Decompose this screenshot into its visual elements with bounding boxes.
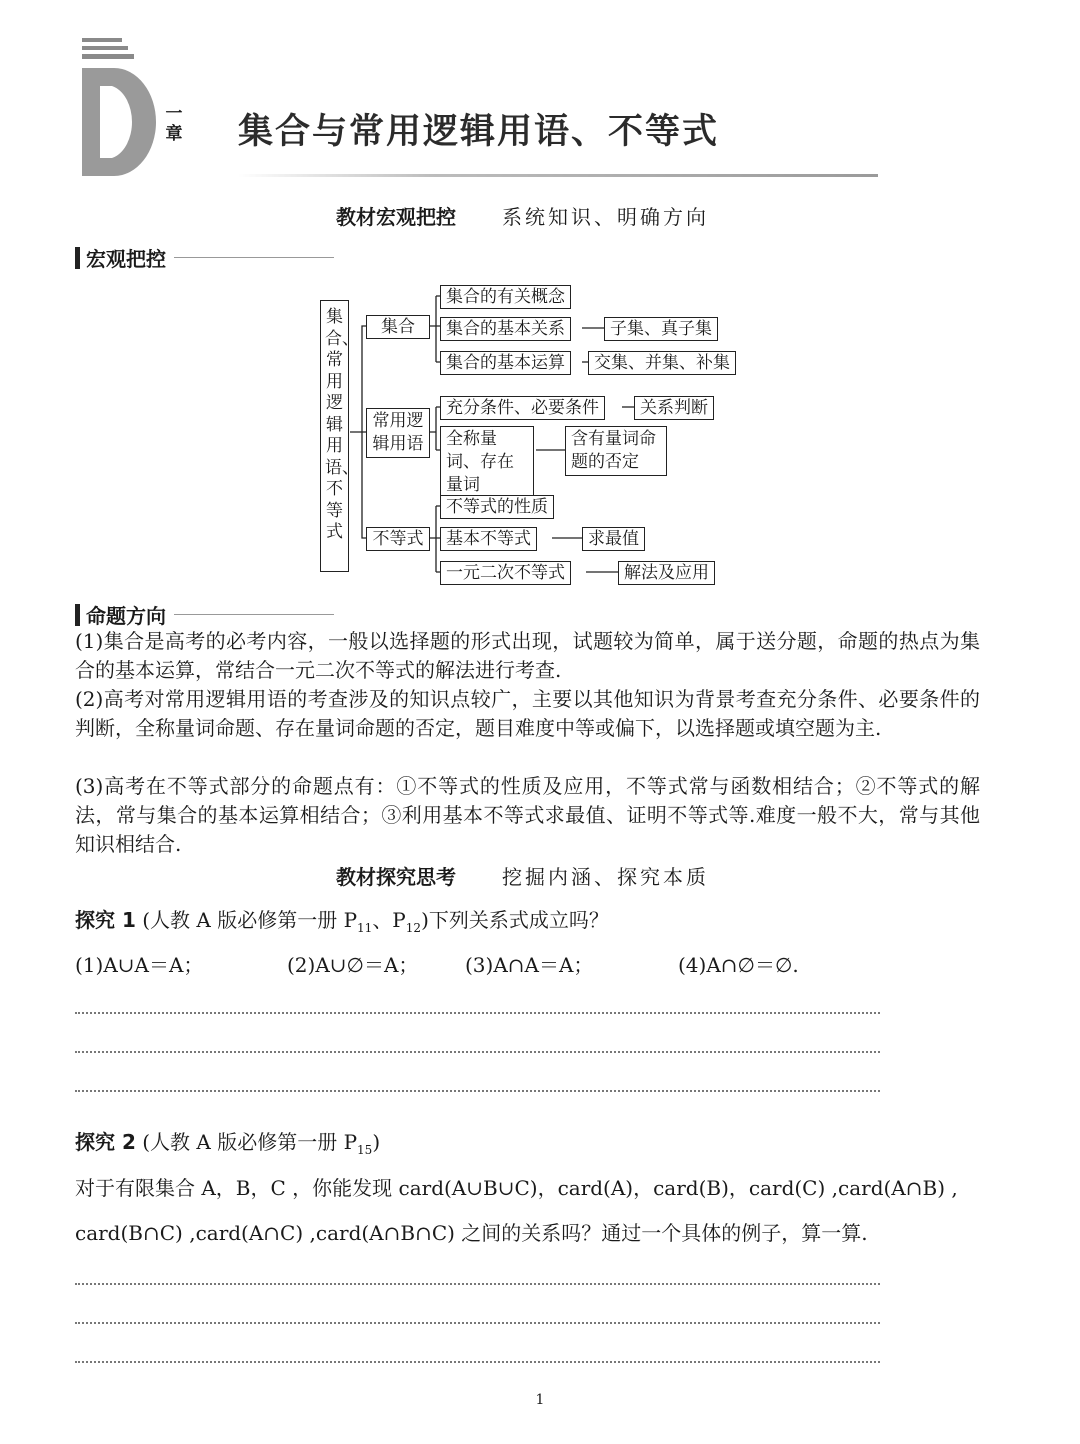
mindmap-node: 一元二次不等式 (440, 561, 571, 585)
task-question: )下列关系式成立吗？ (421, 908, 609, 932)
section-heading-2 (336, 861, 709, 890)
task-1-item-4: (4)A∩∅＝∅. (678, 953, 799, 977)
mindmap-branch-inequality: 不等式 (366, 527, 430, 551)
task-1-item-1: (1)A∪A＝A； (75, 953, 204, 977)
chapter-label: 一章 (165, 104, 183, 144)
subsection-title: 宏观把控 (86, 247, 166, 271)
page-sub: 12 (405, 921, 422, 935)
subsection-title: 命题方向 (86, 604, 166, 628)
mindmap-node: 含有量词命题的否定 (565, 426, 667, 476)
mindmap-node: 集合的有关概念 (440, 285, 571, 309)
answer-line (75, 1361, 880, 1363)
chapter-logo-icon (78, 36, 158, 178)
mindmap-node: 不等式的性质 (440, 495, 554, 519)
heading-rule (174, 614, 334, 615)
mindmap-root: 集合、常用逻辑用语、不等式 (320, 300, 349, 572)
task-label: 探究 2 (75, 1130, 136, 1154)
answer-line (75, 1051, 880, 1053)
mindmap-branch-set: 集合 (366, 315, 430, 339)
section-title: 教材探究思考 (336, 865, 456, 889)
mindmap-node: 子集、真子集 (604, 317, 718, 341)
answer-line (75, 1322, 880, 1324)
paragraph-2: (2)高考对常用逻辑用语的考查涉及的知识点较广，主要以其他知识为背景考查充分条件、必要条件的判断，全称量词命题、存在量词命题的否定，题目难度中等或偏下，以选择题或填空题为主. (75, 687, 980, 740)
subsection-heading-hongguan (75, 243, 334, 272)
task-source: (人教 A 版必修第一册 P (142, 1130, 358, 1154)
task-source: (人教 A 版必修第一册 P (142, 908, 358, 932)
task-source-end: ) (372, 1130, 381, 1154)
mind-map (300, 280, 760, 590)
task-1-heading (75, 904, 609, 935)
heading-bar (75, 604, 80, 626)
paragraph-3: (3)高考在不等式部分的命题点有：①不等式的性质及应用，不等式常与函数相结合；②不等式的解法，常与集合的基本运算相结合；③利用基本不等式求最值、证明不等式等.难度一般不大，常与其他知识相结合. (75, 774, 980, 856)
section-subtitle: 系统知识、明确方向 (502, 205, 709, 229)
answer-line (75, 1283, 880, 1285)
answer-line (75, 1090, 880, 1092)
task-label: 探究 1 (75, 908, 136, 932)
task-2-line-2: card(B∩C) ,card(A∩C) ,card(A∩B∩C) 之间的关系吗？通过一个具体的例子，算一算. (75, 1221, 868, 1245)
page-number: 1 (535, 1392, 545, 1408)
mindmap-node: 基本不等式 (440, 527, 537, 551)
mindmap-node: 求最值 (582, 527, 645, 551)
section-heading-1 (336, 201, 709, 230)
section-title: 教材宏观把控 (336, 205, 456, 229)
task-1-item-3: (3)A∩A＝A； (465, 953, 594, 977)
heading-rule (174, 257, 334, 258)
task-1-item-2: (2)A∪∅＝A； (287, 953, 419, 977)
paragraph-1: (1)集合是高考的必考内容，一般以选择题的形式出现，试题较为简单，属于送分题，命题的热点为集合的基本运算，常结合一元二次不等式的解法进行考查. (75, 629, 980, 682)
mindmap-node: 关系判断 (634, 396, 714, 420)
page-sub: 11 (357, 921, 373, 935)
mindmap-node: 集合的基本运算 (440, 351, 571, 375)
mindmap-node: 集合的基本关系 (440, 317, 571, 341)
section-subtitle: 挖掘内涵、探究本质 (502, 865, 709, 889)
task-2-line-1: 对于有限集合 A，B，C ，你能发现 card(A∪B∪C)，card(A)，card(B)，card(C) ,card(A∩B) , (75, 1176, 958, 1200)
chapter-title: 集合与常用逻辑用语、不等式 (238, 112, 720, 152)
page-sub: 15 (357, 1143, 373, 1157)
mindmap-node: 解法及应用 (618, 561, 715, 585)
mindmap-node: 全称量词、存在量词 (440, 426, 534, 499)
task-source-mid: 、P (372, 908, 406, 932)
answer-line (75, 1012, 880, 1014)
task-2-heading (75, 1126, 380, 1157)
heading-bar (75, 247, 80, 269)
title-divider (238, 174, 878, 177)
mindmap-node: 充分条件、必要条件 (440, 396, 605, 420)
subsection-heading-mingti (75, 600, 334, 629)
mindmap-node: 交集、并集、补集 (588, 351, 736, 375)
mindmap-branch-logic: 常用逻辑用语 (366, 408, 430, 458)
